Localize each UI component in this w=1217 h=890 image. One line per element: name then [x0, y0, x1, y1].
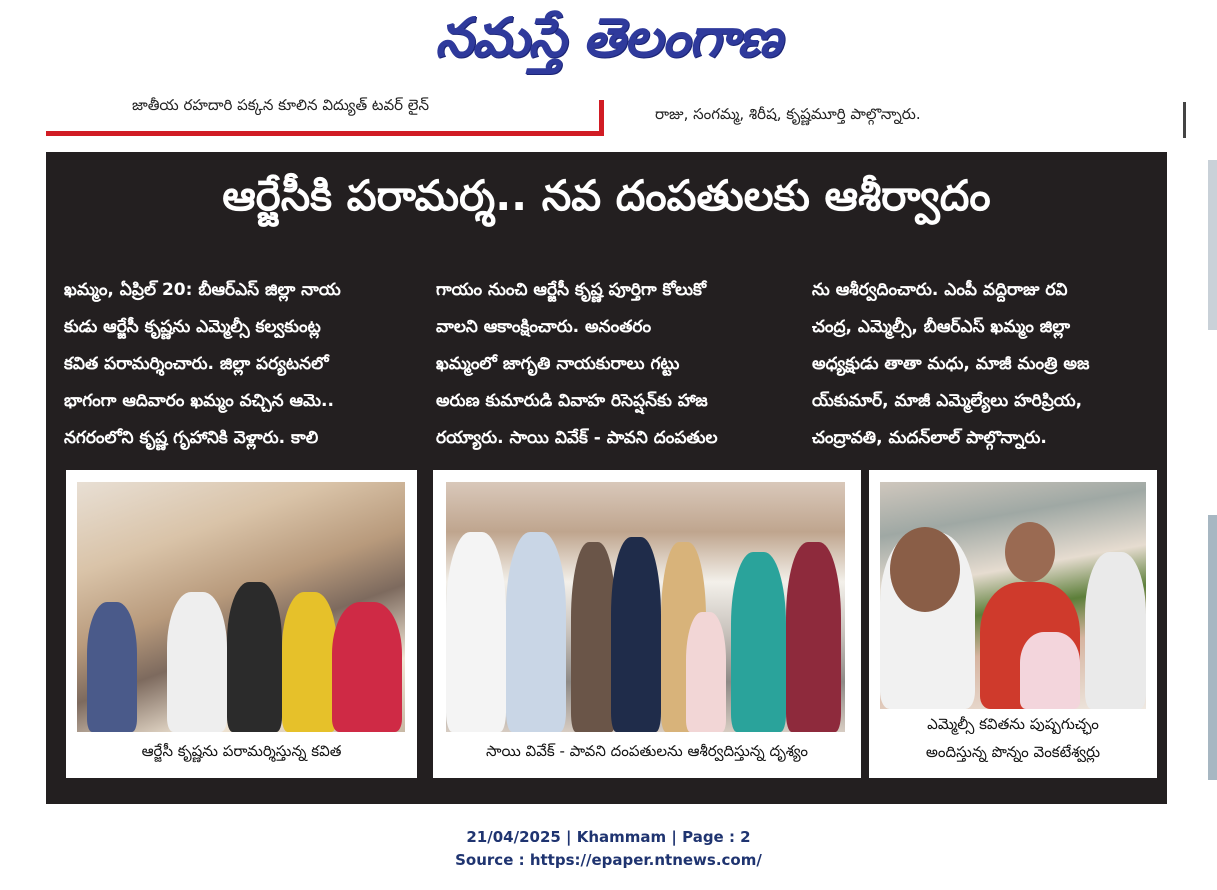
adjacent-clipping-edge [1208, 160, 1217, 330]
person-figure [282, 592, 337, 732]
photo-caption-line: అందిస్తున్న పొన్నం వెంకటేశ్వర్లు [925, 743, 1101, 761]
photo-visit [77, 482, 405, 732]
article-headline: ఆర్జేసీకి పరామర్శ.. నవ దంపతులకు ఆశీర్వాదం [222, 171, 991, 220]
footer-source: Source : https://epaper.ntnews.com/ [455, 851, 762, 869]
person-figure [731, 552, 786, 732]
photo-bouquet [880, 482, 1146, 709]
footer-date-edition: 21/04/2025 | Khammam | Page : 2 [466, 828, 751, 846]
person-figure [1085, 552, 1146, 709]
previous-article-right-text: రాజు, సంగమ్మ, శిరీష, కృష్ణమూర్తి పాల్గొన్నారు. [655, 105, 921, 123]
text-line: చంద్రావతి, మదన్‌లాల్ పాల్గొన్నారు. [812, 428, 1047, 448]
person-figure [87, 602, 137, 732]
text-line: య్‌కుమార్, మాజీ ఎమ్మెల్యేలు హరిప్రియ, [812, 391, 1083, 411]
newspaper-logo: నమస్తే తెలంగాణ [435, 6, 781, 69]
text-line: అధ్యక్షుడు తాతా మధు, మాజీ మంత్రి అజ [812, 354, 1090, 374]
text-line: ఖమ్మం, ఏప్రిల్ 20: బీఆర్ఎస్ జిల్లా నాయ [64, 280, 341, 300]
text-line: అరుణ కుమారుడి వివాహ రిసెప్షన్‌కు హాజ [436, 391, 708, 411]
text-line: ను ఆశీర్వదించారు. ఎంపీ వద్దిరాజు రవి [812, 280, 1068, 300]
photo-reception [446, 482, 845, 732]
photo-card-reception [433, 470, 861, 778]
text-line: వాలని ఆకాంక్షించారు. అనంతరం [436, 317, 652, 337]
photo-caption-line: ఎమ్మెల్సీ కవితను పుష్పగుచ్ఛం [927, 715, 1099, 733]
bouquet [1020, 632, 1080, 709]
text-line: కవిత పరామర్శించారు. జిల్లా పర్యటనలో [64, 354, 329, 374]
photo-caption: సాయి వివేక్ - పావని దంపతులను ఆశీర్వదిస్తున్న దృశ్యం [486, 742, 808, 760]
person-figure [446, 532, 506, 732]
person-figure [227, 582, 282, 732]
text-line: రయ్యారు. సాయి వివేక్ - పావని దంపతుల [436, 428, 718, 448]
person-figure [506, 532, 566, 732]
article-column-1 [64, 272, 404, 457]
article-column-2 [436, 272, 776, 457]
page-footer [0, 826, 1217, 872]
photo-caption: ఆర్జేసీ కృష్ణను పరామర్శిస్తున్న కవిత [141, 742, 342, 760]
person-figure [611, 537, 661, 732]
text-line: చంద్ర, ఎమ్మెల్సీ, బీఆర్ఎస్ ఖమ్మం జిల్లా [812, 317, 1070, 337]
text-line: ఖమ్మంలో జాగృతి నాయకురాలు గట్టు [436, 354, 680, 374]
text-line: గాయం నుంచి ఆర్జేసీ కృష్ణ పూర్తిగా కోలుకో [436, 280, 707, 300]
person-figure [332, 602, 402, 732]
person-figure [686, 612, 726, 732]
photo-card-bouquet [869, 470, 1157, 778]
photo-caption [869, 710, 1157, 766]
masthead [0, 0, 1217, 78]
person-figure [786, 542, 841, 732]
person-figure [571, 542, 616, 732]
adjacent-clipping-edge [1208, 515, 1217, 780]
previous-article-left-text: జాతీయ రహదారి పక్కన కూలిన విద్యుత్ టవర్ లైన్ [132, 96, 429, 114]
text-line: నగరంలోని కృష్ణ గృహానికి వెళ్లారు. కాలి [64, 428, 319, 448]
article-column-3 [812, 272, 1152, 457]
previous-article-left [46, 96, 604, 136]
column-divider [1183, 102, 1186, 138]
person-head [890, 527, 960, 612]
person-figure [167, 592, 227, 732]
photo-card-visit [66, 470, 417, 778]
article-panel [46, 152, 1167, 804]
person-head [1005, 522, 1055, 582]
text-line: భాగంగా ఆదివారం ఖమ్మం వచ్చిన ఆమె.. [64, 391, 334, 411]
text-line: కుడు ఆర్జేసీ కృష్ణను ఎమ్మెల్సీ కల్వకుంట్ల [64, 317, 321, 337]
